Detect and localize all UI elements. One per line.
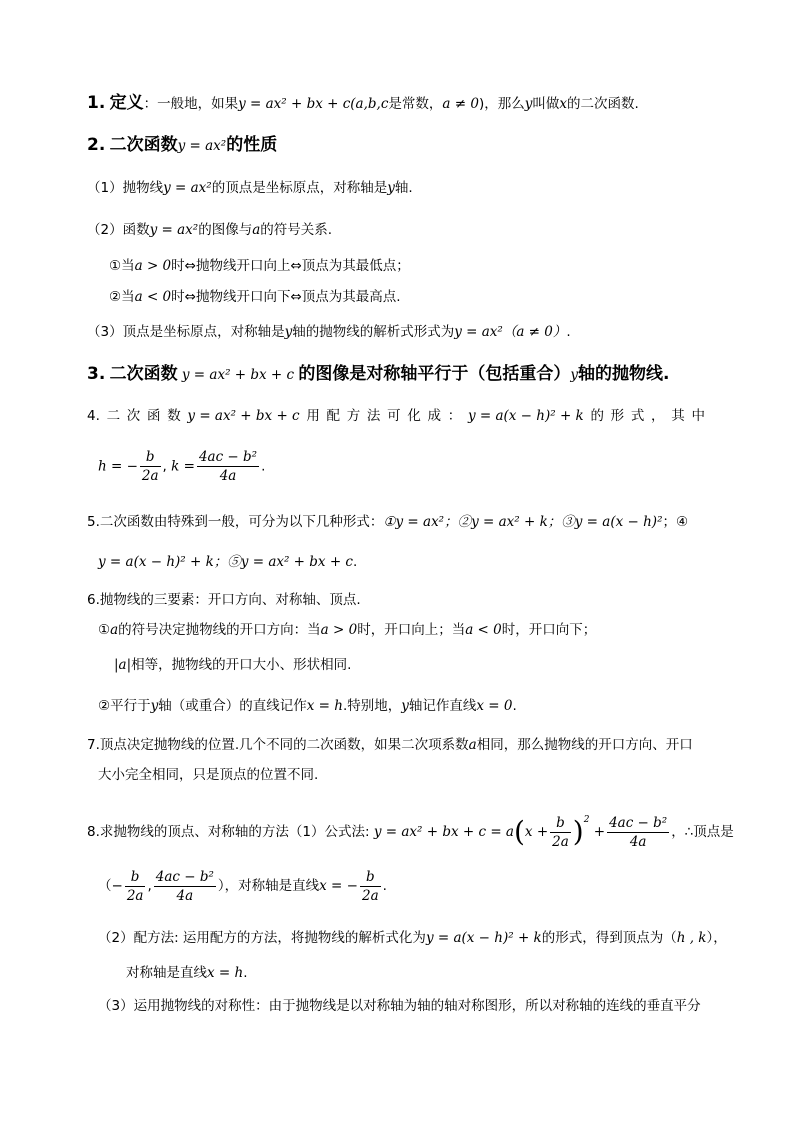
text: 二 xyxy=(106,408,121,424)
math: x = − xyxy=(319,878,358,894)
text: 其 xyxy=(671,408,685,424)
math: y xyxy=(387,180,395,196)
fraction xyxy=(154,868,216,905)
math: a > 0 xyxy=(320,622,358,638)
property-3 xyxy=(87,322,571,342)
definition-line xyxy=(87,93,639,114)
text: ① xyxy=(98,622,111,638)
text: 次 xyxy=(126,408,141,424)
numerator: 4ac − b² xyxy=(155,868,214,885)
section-3-heading xyxy=(87,364,670,385)
item-6 xyxy=(87,590,361,610)
text: 轴记作直线 xyxy=(408,698,477,714)
section-title: 的性质 xyxy=(226,135,278,155)
math: a ≠ 0 xyxy=(442,96,479,112)
property-2b xyxy=(109,287,401,307)
text: ：一般地，如果 xyxy=(143,96,239,112)
text: 方 xyxy=(346,408,361,424)
math: y = ax² xyxy=(149,222,199,238)
text: 成 xyxy=(427,408,442,424)
item-8b-line-1 xyxy=(98,928,727,948)
text: 配方法: 运用配方的方法，将抛物线的解析式化为 xyxy=(133,930,426,946)
numerator: b xyxy=(140,448,161,467)
text: 相等，抛物线的开口大小、形状相同. xyxy=(131,657,352,673)
numerator: b xyxy=(125,868,146,887)
math: y = ax² xyxy=(163,180,212,196)
text: 7.顶点决定抛物线的位置.几个不同的二次函数，如果二次项系数 xyxy=(87,737,469,753)
math: |a| xyxy=(114,657,132,673)
math: y xyxy=(401,698,409,714)
text: 6.抛物线的三要素：开口方向、对称轴、顶点. xyxy=(87,592,361,608)
text: 轴. xyxy=(394,180,413,196)
text: , xyxy=(147,878,152,894)
item-5-line-1 xyxy=(87,512,688,532)
text: （− xyxy=(98,878,123,894)
math: y = ax² + bx + c xyxy=(181,367,295,383)
item-6b xyxy=(114,655,351,675)
text: ： xyxy=(447,408,462,424)
text: )，那么 xyxy=(478,96,525,112)
text: 抛物线开口向下 xyxy=(195,289,291,305)
item-8-line-2 xyxy=(98,866,387,906)
text: 法 xyxy=(366,408,381,424)
math: y = ax²（a ≠ 0） xyxy=(454,324,567,340)
math: y = ax² + bx + c = a xyxy=(373,824,514,840)
text: 函 xyxy=(147,408,161,424)
math: a < 0 xyxy=(134,289,172,305)
property-1 xyxy=(87,178,413,198)
item-label: （1） xyxy=(87,180,123,196)
text: 形 xyxy=(610,408,625,424)
text: . xyxy=(261,458,266,475)
section-title: 二次函数 xyxy=(109,364,178,384)
math: ；⑤y = ax² + bx + c xyxy=(213,554,353,570)
property-2a xyxy=(109,256,410,276)
math: + xyxy=(593,824,606,840)
text: 用 xyxy=(306,408,320,424)
text: 轴的抛物线的解析式形式为 xyxy=(292,324,455,340)
text: . xyxy=(353,554,358,570)
item-label: （2） xyxy=(87,222,123,238)
text: ，∴顶点是 xyxy=(671,824,734,840)
text: . xyxy=(243,965,248,981)
text: 化 xyxy=(407,408,421,424)
fraction xyxy=(360,868,381,905)
text: 是常数， xyxy=(388,96,443,112)
text: ②当 xyxy=(109,289,135,305)
fraction xyxy=(607,814,669,851)
math: a xyxy=(252,222,261,238)
numerator: b xyxy=(550,814,571,833)
text: 运用抛物线的对称性：由于抛物线是以对称轴为轴的轴对称图形，所以对称轴的连线的垂直平分 xyxy=(133,998,701,1014)
math: y = a(x − h)² + k xyxy=(467,408,584,424)
text: 时 xyxy=(171,289,185,305)
text: . xyxy=(512,698,517,714)
paren: ( xyxy=(513,815,525,848)
text: 顶点是坐标原点，对称轴是 xyxy=(122,324,285,340)
math: y xyxy=(284,324,293,340)
text: 抛物线 xyxy=(122,180,164,196)
text: 顶点为其最高点. xyxy=(301,289,401,305)
fraction xyxy=(125,868,146,905)
math: x = h xyxy=(306,698,343,714)
numerator: 4ac − b² xyxy=(609,814,668,831)
math: a xyxy=(468,737,477,753)
numerator: b xyxy=(360,868,381,887)
text: . xyxy=(566,324,571,340)
denominator: 2a xyxy=(361,887,379,904)
text: ②平行于 xyxy=(98,698,151,714)
iff-symbol: ⇔ xyxy=(290,289,302,305)
text: 4. xyxy=(87,408,100,424)
text: 8.求抛物线的顶点、对称轴的方法（1）公式法: xyxy=(87,824,370,840)
item-label: （3） xyxy=(87,324,123,340)
math: a xyxy=(110,622,119,638)
text: 式 xyxy=(630,408,645,424)
iff-symbol: ⇔ xyxy=(184,258,196,274)
text: 大小完全相同，只是顶点的位置不同. xyxy=(98,767,319,783)
denominator: 4a xyxy=(629,833,647,850)
math: ；③y = a(x − h)² xyxy=(547,514,663,530)
denominator: 2a xyxy=(126,887,144,904)
text: 对称轴是直线 xyxy=(126,965,207,981)
math: x xyxy=(559,96,567,112)
section-number: 1. xyxy=(87,93,106,113)
text: 的符号关系. xyxy=(260,222,333,238)
math: y = a(x − h)² + k xyxy=(425,930,542,946)
math: x = 0 xyxy=(476,698,513,714)
section-number: 2. xyxy=(87,135,106,155)
item-6c xyxy=(98,696,517,716)
text: 相同，那么抛物线的开口方向、开口 xyxy=(476,737,693,753)
denominator: 4a xyxy=(219,468,237,484)
math: ①y = ax² xyxy=(383,514,445,530)
text: 数 xyxy=(167,408,181,424)
text: ， xyxy=(651,408,665,424)
text: 5.二次函数由特殊到一般，可分为以下几种形式： xyxy=(87,514,384,530)
math: a < 0 xyxy=(465,622,502,638)
math: y xyxy=(524,96,533,112)
fraction xyxy=(197,448,259,485)
text: ，对称轴是直线 xyxy=(224,878,320,894)
denominator: 2a xyxy=(552,833,569,850)
item-7-line-2 xyxy=(98,765,318,785)
math: y xyxy=(150,698,159,714)
iff-symbol: ⇔ xyxy=(290,258,302,274)
property-2 xyxy=(87,220,332,240)
text: ）， xyxy=(706,930,727,946)
item-label: （2） xyxy=(98,930,134,946)
math: h = − xyxy=(98,458,138,475)
section-title: 定义 xyxy=(109,93,144,113)
text: ①当 xyxy=(109,258,135,274)
text: 时 xyxy=(171,258,185,274)
section-title: 的图像是对称轴平行于（包括重合） xyxy=(298,364,571,384)
numerator: 4ac − b² xyxy=(198,449,258,465)
text: 的顶点是坐标原点，对称轴是 xyxy=(211,180,388,196)
math: y = a(x − h)² + k xyxy=(98,554,214,570)
text: . xyxy=(382,878,387,894)
item-6a xyxy=(98,620,596,640)
item-4-line-1 xyxy=(87,406,705,426)
section-title: 二次函数 xyxy=(109,135,178,155)
item-8c xyxy=(98,996,701,1016)
math: y xyxy=(570,367,579,383)
section-2-heading xyxy=(87,135,277,156)
iff-symbol: ⇔ xyxy=(184,289,196,305)
math: h , k xyxy=(676,930,707,946)
text: 叫做 xyxy=(532,96,560,112)
text: 的二次函数. xyxy=(567,96,639,112)
text: 的符号决定抛物线的开口方向：当 xyxy=(118,622,321,638)
exponent: 2 xyxy=(583,815,590,825)
text: 时，开口向下； xyxy=(501,622,597,638)
section-title: 轴的抛物线. xyxy=(578,364,670,384)
math: k = xyxy=(171,458,195,475)
fraction xyxy=(550,814,571,851)
section-number: 3. xyxy=(87,364,106,384)
math: ；②y = ax² + k xyxy=(444,514,548,530)
item-8-line-1 xyxy=(87,800,734,852)
text: ） xyxy=(217,878,225,894)
math: y = ax² + bx + c(a,b,c xyxy=(238,96,389,112)
fraction xyxy=(140,448,161,485)
math: a > 0 xyxy=(134,258,172,274)
math: y = ax² xyxy=(177,138,227,154)
text: 轴（或重合）的直线记作 xyxy=(158,698,307,714)
math: y = ax² + bx + c xyxy=(187,408,300,424)
paren: ) xyxy=(572,815,584,848)
item-label: （3） xyxy=(98,998,134,1014)
math: x + xyxy=(524,824,549,840)
text: 可 xyxy=(387,408,401,424)
math: x = h xyxy=(207,965,244,981)
text: 函数 xyxy=(122,222,150,238)
denominator: 4a xyxy=(176,887,194,904)
text: 的 xyxy=(590,408,604,424)
item-7-line-1 xyxy=(87,735,693,755)
item-4-line-2 xyxy=(98,448,265,485)
text: 抛物线开口向上 xyxy=(195,258,291,274)
item-8b-line-2 xyxy=(126,963,248,983)
item-5-line-2 xyxy=(98,552,357,572)
text: .特别地， xyxy=(342,698,402,714)
text: 中 xyxy=(691,408,705,424)
text: 时，开口向上；当 xyxy=(357,622,466,638)
text: 的形式，得到顶点为（ xyxy=(541,930,677,946)
text: 顶点为其最低点； xyxy=(301,258,410,274)
text: ；④ xyxy=(662,514,689,530)
denominator: 2a xyxy=(141,468,159,484)
text: 配 xyxy=(326,408,341,424)
text: 的图像与 xyxy=(198,222,253,238)
text: , xyxy=(162,458,167,475)
